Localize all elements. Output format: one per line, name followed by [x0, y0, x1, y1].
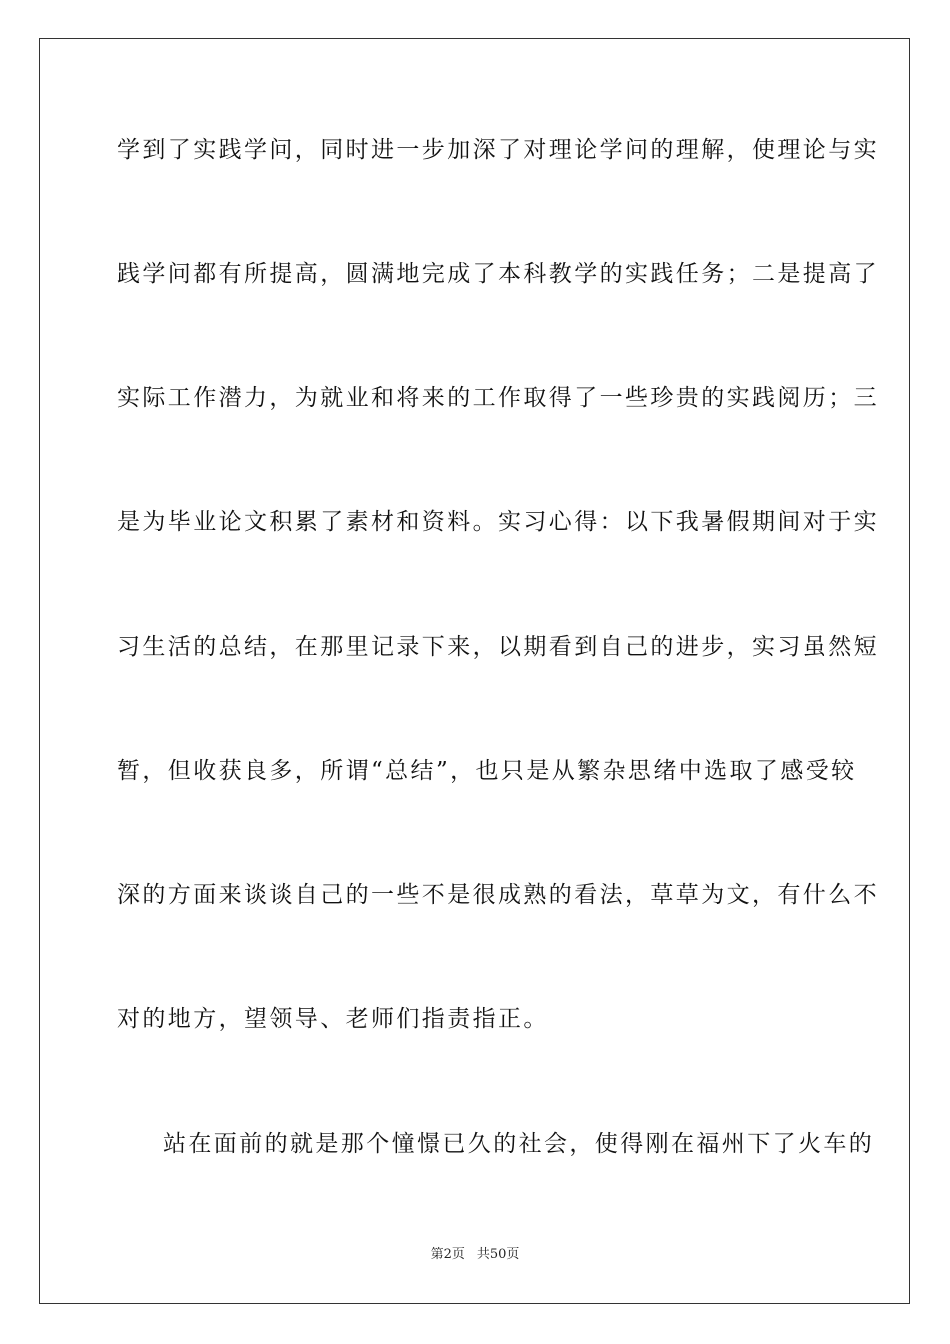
body-text-line: 深的方面来谈谈自己的一些不是很成熟的看法，草草为文，有什么不: [117, 882, 879, 908]
page-number: 第2页: [430, 1247, 465, 1262]
body-text-line: 暂，但收获良多，所谓“总结”，也只是从繁杂思绪中选取了感受较: [117, 758, 857, 784]
body-text-line: 是为毕业论文积累了素材和资料。实习心得：以下我暑假期间对于实: [117, 509, 879, 535]
body-text-line: 对的地方，望领导、老师们指责指正。: [117, 1006, 549, 1032]
page-footer: [0, 1246, 950, 1264]
body-text-line: 习生活的总结，在那里记录下来，以期看到自己的进步，实习虽然短: [117, 634, 879, 660]
paragraph-start-line: 站在面前的就是那个憧憬已久的社会，使得刚在福州下了火车的: [163, 1131, 875, 1157]
body-text-line: 学到了实践学问，同时进一步加深了对理论学问的理解，使理论与实: [117, 137, 879, 163]
body-text-line: 践学问都有所提高，圆满地完成了本科教学的实践任务；二是提高了: [117, 261, 879, 287]
body-text-line: 实际工作潜力，为就业和将来的工作取得了一些珍贵的实践阅历；三: [117, 385, 879, 411]
page-border: [39, 38, 910, 1304]
page-total: 共50页: [476, 1247, 520, 1262]
